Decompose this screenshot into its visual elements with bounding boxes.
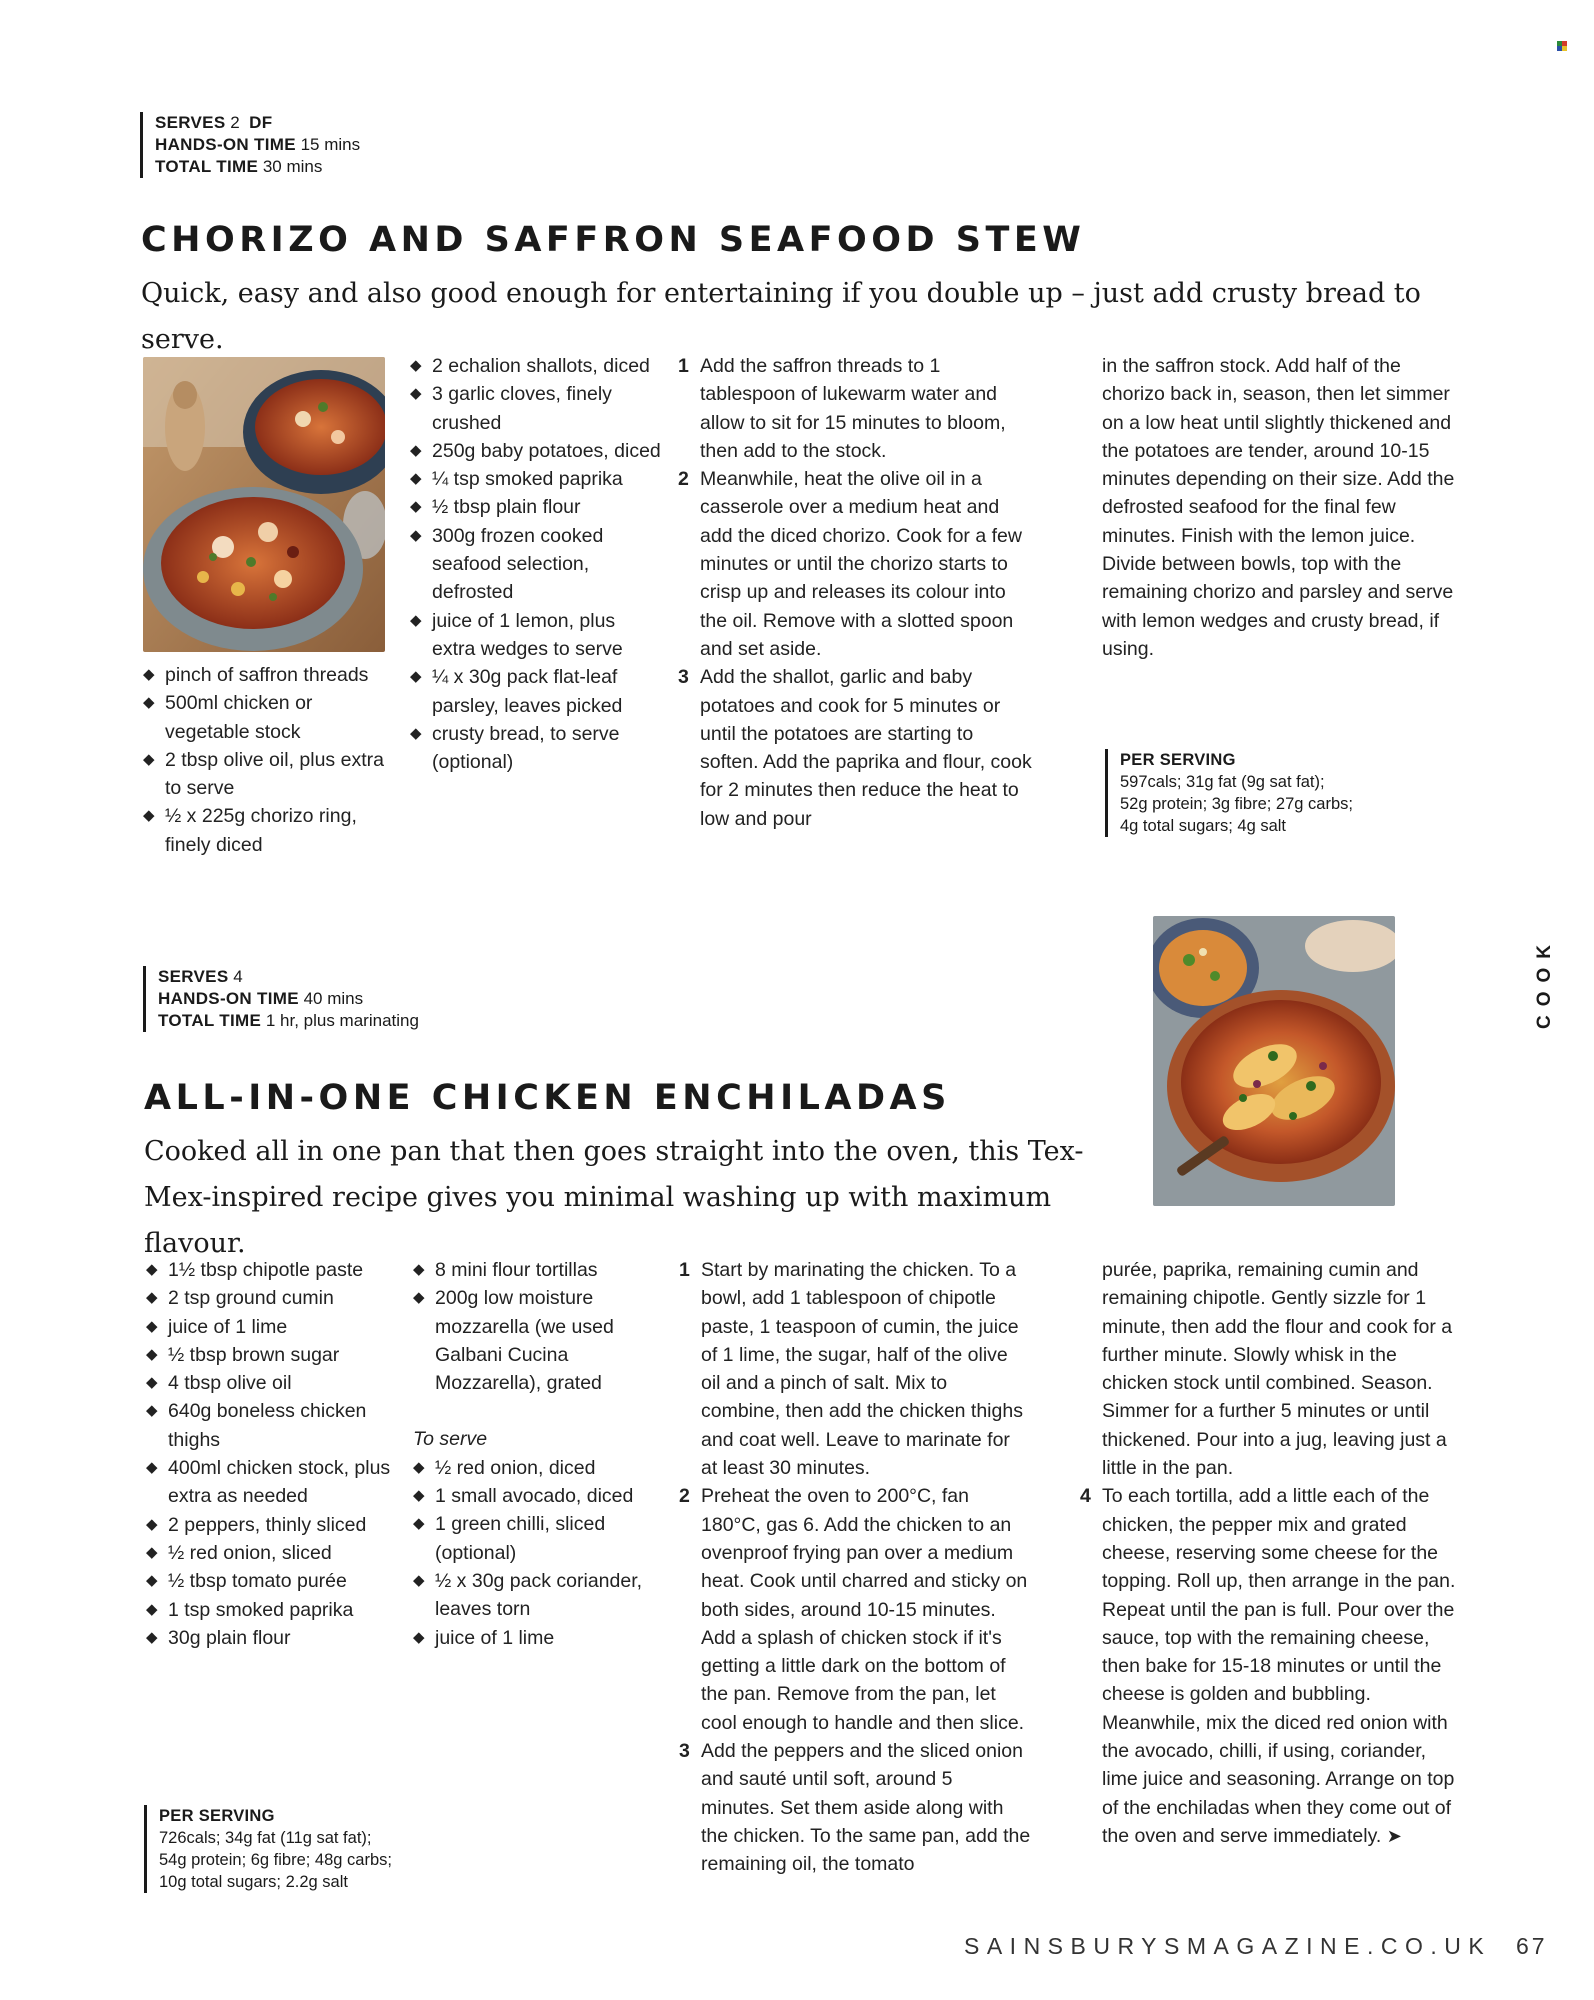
step-text: Add the shallot, garlic and baby potatoes and cook for 5 minutes or until the potatoes are starting to soften. Add the paprika and flour, cook for 2 minutes then reduce the heat to low and pour (700, 666, 1032, 830)
per-serving-line: 597cals; 31g fat (9g sat fat); (1120, 773, 1325, 791)
recipe1-info (140, 112, 360, 178)
ingredient-item: ◆ ½ red onion, diced (413, 1454, 663, 1482)
recipe2-method (679, 1256, 1031, 1879)
ingredient-item: ◆ 3 garlic cloves, finely crushed (410, 380, 662, 437)
step-number: 2 (679, 1485, 690, 1508)
ingredient-item: ◆ 400ml chicken stock, plus extra as needed (146, 1454, 401, 1511)
hands-on-value: 15 mins (300, 135, 361, 154)
ingredient-item: ◆ ½ x 225g chorizo ring, finely diced (143, 802, 393, 859)
hands-on-label: HANDS-ON TIME (158, 989, 299, 1008)
method-step (1080, 1482, 1460, 1850)
step-text: Add the peppers and the sliced onion and sauté until soft, around 5 minutes. Set them aside along with the chicken. To the same pan, add the remaining oil, the tomato (701, 1740, 1031, 1876)
total-time-label: TOTAL TIME (155, 157, 259, 176)
ingredient-item: ◆ ½ red onion, sliced (146, 1539, 401, 1567)
ingredient-item: ◆ 1 small avocado, diced (413, 1482, 663, 1510)
step-number: 4 (1080, 1485, 1091, 1508)
ingredient-item: ◆ 1 green chilli, sliced (optional) (413, 1510, 663, 1567)
per-serving-label: PER SERVING (1120, 751, 1236, 769)
ingredient-item: ◆ juice of 1 lemon, plus extra wedges to serve (410, 607, 662, 664)
method-step (678, 352, 1032, 465)
page-number: 67 (1516, 1933, 1548, 1959)
recipe2-per-serving (144, 1805, 392, 1893)
step-number: 2 (678, 468, 689, 491)
step-text: To each tortilla, add a little each of the chicken, the pepper mix and grated cheese, reserving some cheese for the topping. Roll up, then arrange in the pan. Repeat until the pan is full. Pour over the sauce, top with the remaining cheese, then bake for 15-18 minutes or until the cheese is golden and bubbling. Meanwhile, mix the diced red onion with the avocado, chilli, if using, coriander, lime juice and seasoning. Arrange on top of the enchiladas when they come out of the oven and serve immediately. (1102, 1485, 1456, 1847)
per-serving-line: 10g total sugars; 2.2g salt (159, 1873, 348, 1891)
method-step (678, 465, 1032, 663)
step-number: 1 (679, 1259, 690, 1281)
per-serving-line: 54g protein; 6g fibre; 48g carbs; (159, 1851, 392, 1869)
recipe2-ingredients-col2 (413, 1256, 663, 1652)
hands-on-value: 40 mins (303, 989, 364, 1008)
diet-badge: DF (249, 113, 273, 132)
chicken-enchiladas-photo (1153, 916, 1395, 1206)
ingredient-item: ◆ 2 tbsp olive oil, plus extra to serve (143, 746, 393, 803)
method-step (679, 1737, 1031, 1878)
recipe2-title: ALL-IN-ONE CHICKEN ENCHILADAS (144, 1078, 951, 1118)
recipe2-ingredients-col1 (146, 1256, 401, 1652)
recipe1-method (678, 352, 1032, 833)
continue-arrow-icon: ➤ (1386, 1825, 1402, 1846)
ingredient-item: ◆ 640g boneless chicken thighs (146, 1397, 401, 1454)
step-text: Meanwhile, heat the olive oil in a casserole over a medium heat and add the diced chorizo. Cook for a few minutes or until the chorizo starts to crisp up and releases its colour into the oil. Remove with a slotted spoon and set aside. (700, 468, 1022, 660)
step-number: 1 (678, 355, 689, 377)
section-side-label: COOK (1534, 936, 1555, 1029)
serves-label: SERVES (155, 113, 226, 132)
to-serve-heading: To serve (413, 1428, 488, 1451)
ingredient-item: ◆ 300g frozen cooked seafood selection, defrosted (410, 522, 662, 607)
method-step (679, 1256, 1031, 1482)
recipe1-ingredients-col2 (410, 352, 662, 776)
per-serving-line: 726cals; 34g fat (11g sat fat); (159, 1829, 372, 1847)
ingredient-item: ◆ pinch of saffron threads (143, 661, 393, 689)
recipe1-ingredients-col1 (143, 661, 393, 859)
ingredient-item: ◆ 1½ tbsp chipotle paste (146, 1256, 401, 1284)
ingredient-item: ◆ 2 tsp ground cumin (146, 1284, 401, 1312)
ingredient-item: ◆ ½ tbsp brown sugar (146, 1341, 401, 1369)
ingredient-item: ◆ ½ tbsp tomato purée (146, 1567, 401, 1595)
ingredient-item: ◆ ¼ tsp smoked paprika (410, 465, 662, 493)
ingredient-item: ◆ 4 tbsp olive oil (146, 1369, 401, 1397)
footer-website: SAINSBURYSMAGAZINE.CO.UK (964, 1933, 1492, 1959)
recipe1-method-continued: in the saffron stock. Add half of the chorizo back in, season, then let simmer on a low heat until slightly thickened and the potatoes are tender, around 10-15 minutes depending on their size. Add the defrosted seafood for the final few minutes. Finish with the lemon juice. Divide between bowls, top with the remaining chorizo and parsley and serve with lemon wedges and crusty bread, if using. (1102, 355, 1455, 660)
ingredient-item: ◆ 2 echalion shallots, diced (410, 352, 662, 380)
per-serving-label: PER SERVING (159, 1807, 275, 1825)
ingredient-item: ◆ 500ml chicken or vegetable stock (143, 689, 393, 746)
total-time-value: 30 mins (262, 157, 323, 176)
total-time-value: 1 hr, plus marinating (265, 1011, 419, 1030)
ingredient-item: ◆ 200g low moisture mozzarella (we used Galbani Cucina Mozzarella), grated (413, 1284, 663, 1397)
method-step (678, 663, 1032, 833)
ingredient-item: ◆ 1 tsp smoked paprika (146, 1596, 401, 1624)
ingredient-item: ◆ juice of 1 lime (146, 1313, 401, 1341)
ingredient-item: ◆ 8 mini flour tortillas (413, 1256, 663, 1284)
step-text: Add the saffron threads to 1 tablespoon of lukewarm water and allow to sit for 15 minutes to bloom, then add to the stock. (700, 355, 1006, 462)
method-step (679, 1482, 1031, 1737)
ingredient-item: ◆ ¼ x 30g pack flat-leaf parsley, leaves picked (410, 663, 662, 720)
step-number: 3 (679, 1740, 690, 1763)
seafood-stew-photo (143, 357, 385, 652)
recipe2-intro: Cooked all in one pan that then goes straight into the oven, this Tex-Mex-inspired recipe gives you minimal washing up with maximum flavour. (144, 1136, 1084, 1259)
step-text: purée, paprika, remaining cumin and remaining chipotle. Gently sizzle for 1 minute, then add the flour and cook for a further minute. Slowly whisk in the chicken stock until combined. Season. Simmer for a further 5 minutes or until thickened. Pour into a jug, leaving just a little in the pan. (1102, 1259, 1453, 1480)
ingredient-item: ◆ 250g baby potatoes, diced (410, 437, 662, 465)
step-text: Preheat the oven to 200°C, fan 180°C, gas 6. Add the chicken to an ovenproof frying pan over a medium heat. Cook until charred and sticky on both sides, around 10-15 minutes. Add a splash of chicken stock if it's getting a little dark on the bottom of the pan. Remove from the pan, let cool enough to handle and then slice. (701, 1485, 1028, 1734)
recipe1-intro: Quick, easy and also good enough for entertaining if you double up – just add crusty bread to serve. (141, 278, 1421, 355)
per-serving-line: 4g total sugars; 4g salt (1120, 817, 1287, 835)
ingredient-item: ◆ ½ x 30g pack coriander, leaves torn (413, 1567, 663, 1624)
recipe2-method-continued (1080, 1256, 1460, 1850)
ingredient-item: ◆ 2 peppers, thinly sliced (146, 1511, 401, 1539)
ingredient-item: ◆ juice of 1 lime (413, 1624, 663, 1652)
step-number: 3 (678, 666, 689, 689)
step-text: Start by marinating the chicken. To a bowl, add 1 tablespoon of chipotle paste, 1 teaspoon of cumin, the juice of 1 lime, the sugar, half of the olive oil and a pinch of salt. Mix to combine, then add the chicken thighs and coat well. Leave to marinate for at least 30 minutes. (701, 1259, 1023, 1480)
total-time-label: TOTAL TIME (158, 1011, 262, 1030)
per-serving-line: 52g protein; 3g fibre; 27g carbs; (1120, 795, 1353, 813)
serves-label: SERVES (158, 967, 229, 986)
hands-on-label: HANDS-ON TIME (155, 135, 296, 154)
serves-value: 4 (233, 967, 243, 986)
ingredient-item: ◆ ½ tbsp plain flour (410, 493, 662, 521)
recipe1-title: CHORIZO AND SAFFRON SEAFOOD STEW (141, 220, 1086, 260)
recipe1-per-serving (1105, 749, 1353, 837)
recipe2-info (143, 966, 419, 1032)
ingredient-item: ◆ crusty bread, to serve (optional) (410, 720, 662, 777)
serves-value: 2 (230, 113, 240, 132)
corner-mark (1557, 38, 1567, 48)
ingredient-item: ◆ 30g plain flour (146, 1624, 401, 1652)
